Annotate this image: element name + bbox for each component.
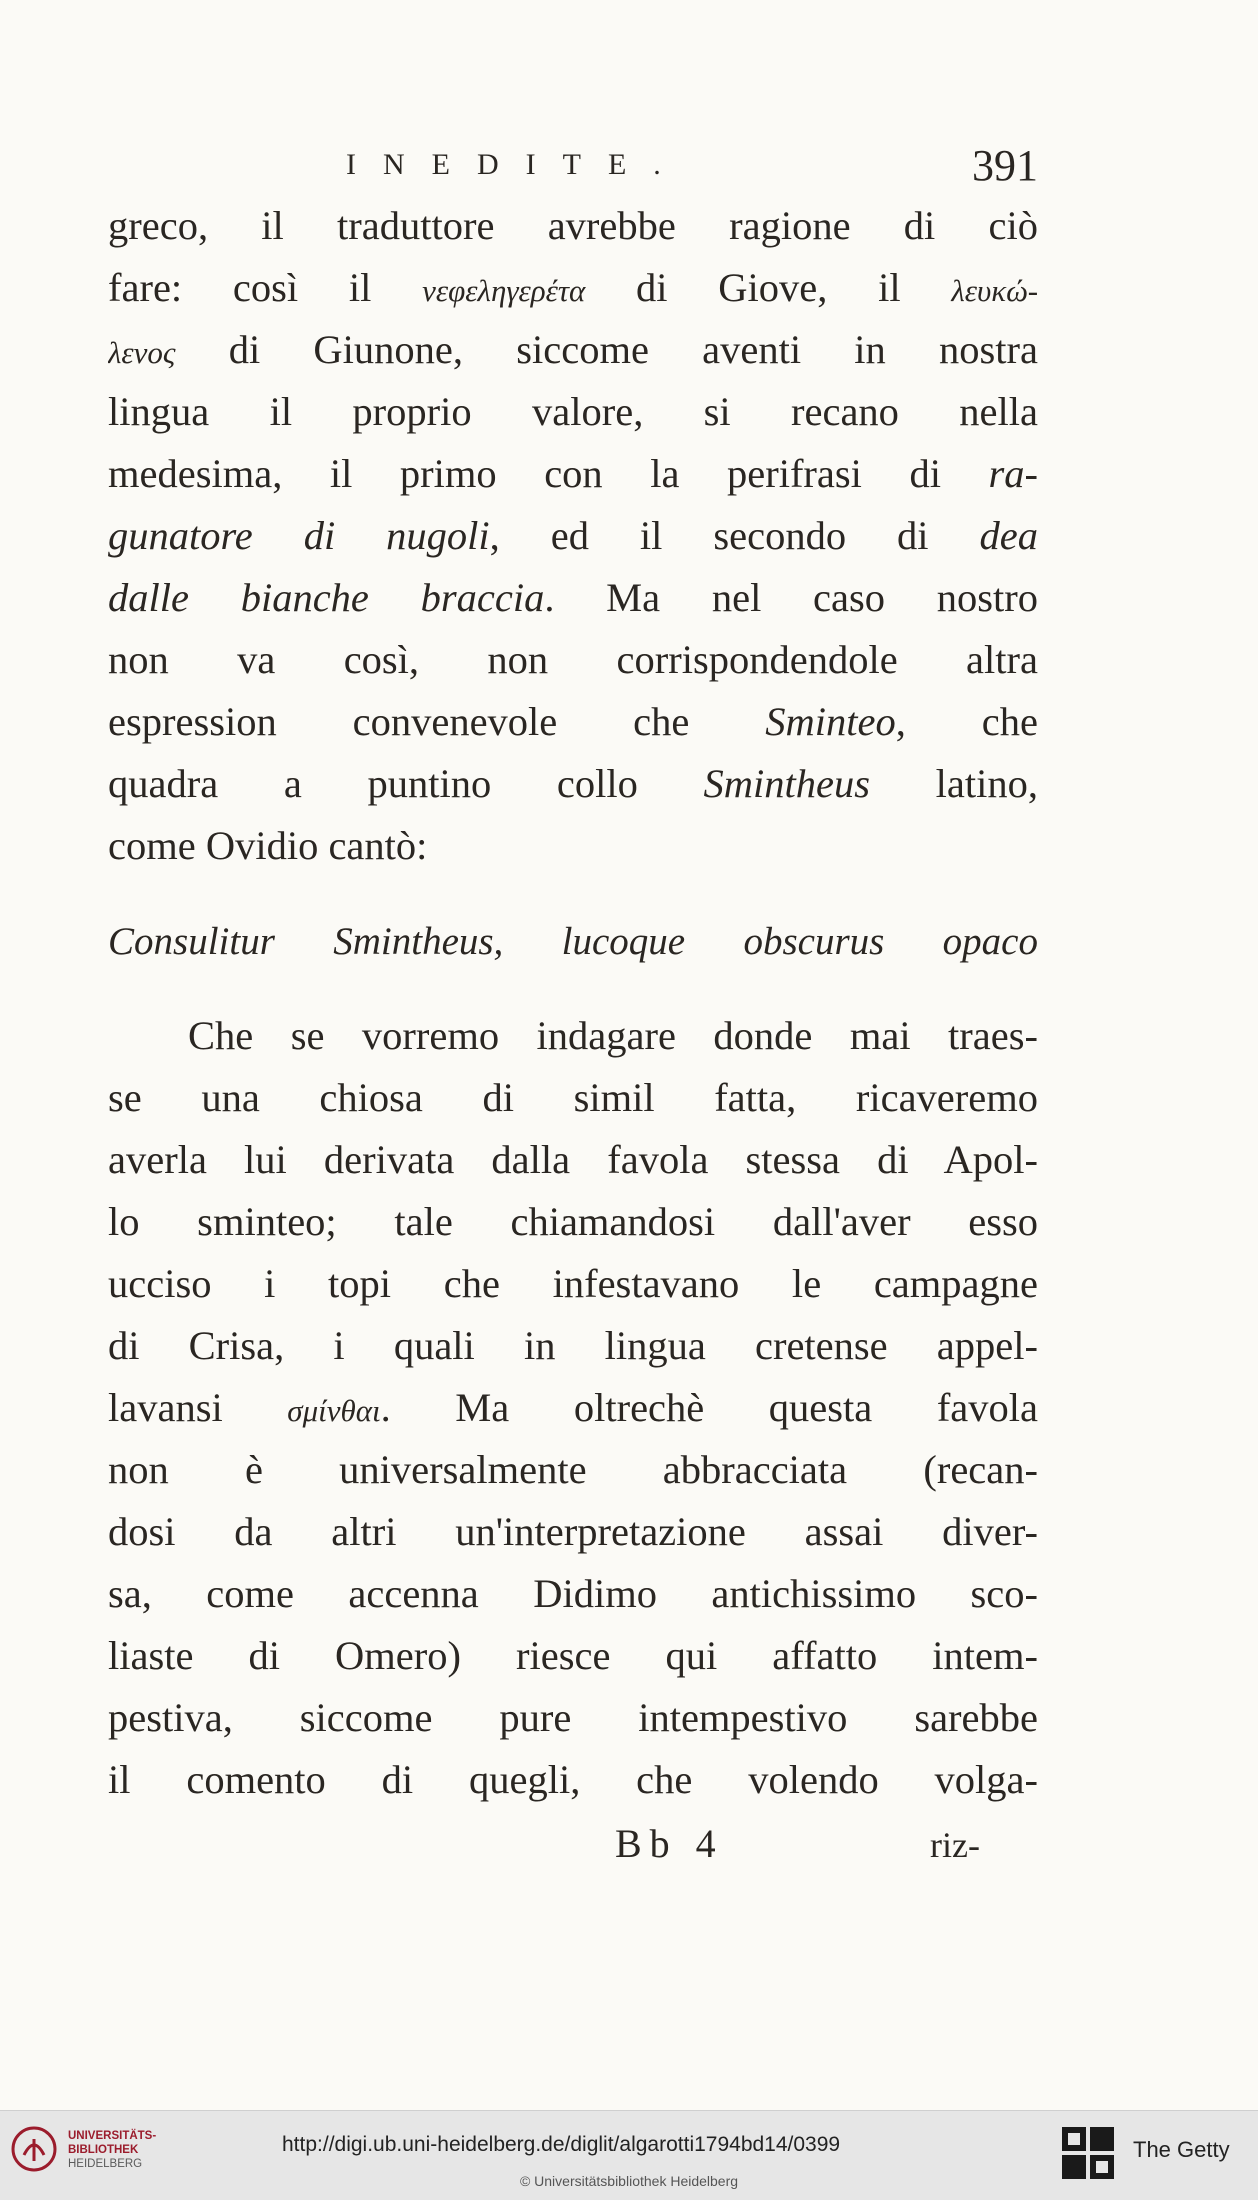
partner-name[interactable]: The Getty [1133, 2137, 1230, 2162]
text-line: medesima, il primo con la perifrasi di ra- [108, 451, 1038, 496]
text-line: espression convenevole che Sminteo, che [108, 699, 1038, 744]
text-line: gunatore di nugoli, ed il secondo di dea [108, 513, 1038, 558]
text-line: il comento di quegli, che volendo volga- [108, 1757, 1038, 1802]
text-line: lo sminteo; tale chiamandosi dall'aver esso [108, 1199, 1038, 1244]
library-name-line: HEIDELBERG [68, 2158, 143, 2170]
text-line: quadra a puntino collo Smintheus latino, [108, 761, 1038, 806]
text-line: Che se vorremo indagare donde mai traes- [188, 1013, 1038, 1058]
text-line: pestiva, siccome pure intempestivo sarebbe [108, 1695, 1038, 1740]
page-number: 391 [972, 141, 1038, 190]
text-line: se una chiosa di simil fatta, ricaveremo [108, 1075, 1038, 1120]
copyright-notice: © Universitätsbibliothek Heidelberg [519, 2173, 739, 2189]
text-line: liaste di Omero) riesce qui affatto intem- [108, 1633, 1038, 1678]
page-header [100, 140, 1038, 200]
running-head: INEDITE. [346, 148, 688, 181]
text-line: lingua il proprio valore, si recano nella [108, 389, 1038, 434]
getty-logo-icon[interactable] [1060, 2125, 1118, 2183]
text-line: non è universalmente abbracciata (recan- [108, 1447, 1038, 1492]
text-line: di Crisa, i quali in lingua cretense appel- [108, 1323, 1038, 1368]
text-line: dalle bianche braccia. Ma nel caso nostro [108, 575, 1038, 620]
catchword: riz- [930, 1825, 980, 1865]
text-line: averla lui derivata dalla favola stessa di Apol- [108, 1137, 1038, 1182]
text-line: λενος di Giunone, siccome aventi in nostra [108, 327, 1038, 372]
text-line: come Ovidio cantò: [108, 823, 428, 868]
viewer-footer-bar [0, 2110, 1258, 2200]
text-line: sa, come accenna Didimo antichissimo sco- [108, 1571, 1038, 1616]
text-line: ucciso i topi che infestavano le campagne [108, 1261, 1038, 1306]
signature-mark: Bb 4 [615, 1821, 724, 1866]
library-name[interactable] [68, 2129, 156, 2171]
text-line: lavansi σμίνθαι. Ma oltrechè questa favola [108, 1385, 1038, 1430]
library-name-line: BIBLIOTHEK [68, 2144, 139, 2156]
text-line: dosi da altri un'interpretazione assai diver- [108, 1509, 1038, 1554]
university-library-logo-icon[interactable] [10, 2125, 58, 2173]
text-line: non va così, non corrispondendole altra [108, 637, 1038, 682]
library-name-line: UNIVERSITÄTS- [68, 2130, 157, 2142]
text-line: fare: così il νεφεληγερέτα di Giove, il λευκώ- [108, 265, 1038, 310]
verse-quotation: Consulitur Smintheus, lucoque obscurus opaco [108, 920, 1038, 963]
text-line: greco, il traduttore avrebbe ragione di ciò [108, 203, 1038, 248]
permalink-url[interactable]: http://digi.ub.uni-heidelberg.de/diglit/algarotti1794bd14/0399 [282, 2133, 841, 2156]
